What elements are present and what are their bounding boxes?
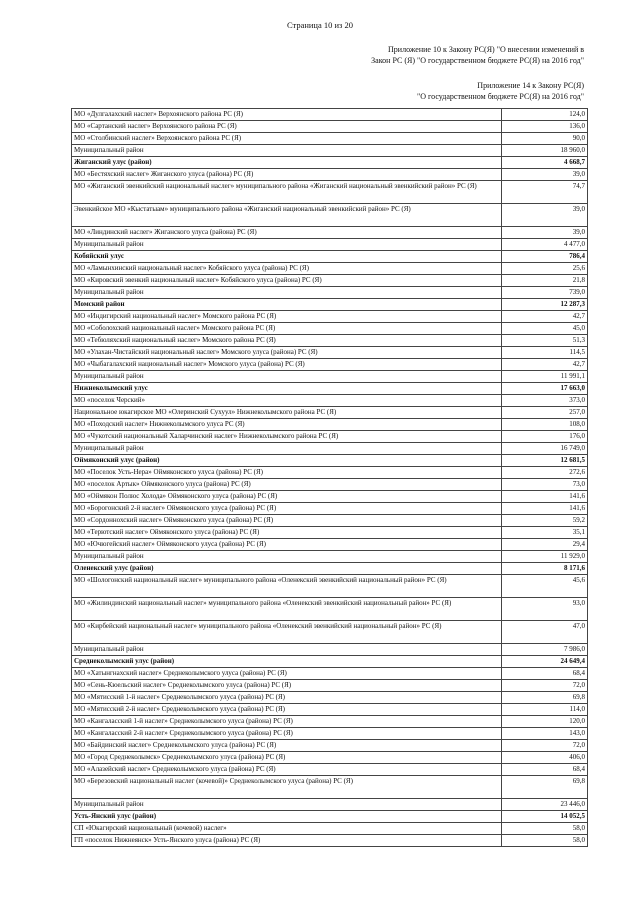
table-row [72, 383, 588, 395]
appendix-header-line: Приложение 10 к Закону РС(Я) "О внесении изменений в [388, 45, 584, 54]
amount-cell: 373,0 [502, 395, 588, 407]
amount-cell: 51,3 [502, 335, 588, 347]
table-row [72, 443, 588, 455]
municipality-name-cell: МО «Кангаласский 1-й наслег» Среднеколымского улуса (района) РС (Я) [72, 716, 502, 728]
municipality-name-cell: Нижнеколымский улус [72, 383, 502, 395]
table-row [72, 668, 588, 680]
municipality-name-cell: МО «Кировский эвенкий национальный наслег» Кобяйского улуса (района) РС (Я) [72, 275, 502, 287]
municipality-name-cell: Эвенкийское МО «Кыстатыам» муниципального района «Жиганский национальный эвенкийский район» РС (Я) [72, 204, 502, 227]
table-row [72, 335, 588, 347]
amount-cell: 42,7 [502, 359, 588, 371]
amount-cell: 12 681,5 [502, 455, 588, 467]
municipality-name-cell: Муниципальный район [72, 145, 502, 157]
municipality-name-cell: МО «Терютский наслег» Оймяконского улуса (района) РС (Я) [72, 527, 502, 539]
table-row [72, 275, 588, 287]
amount-cell: 90,0 [502, 133, 588, 145]
amount-cell: 59,2 [502, 515, 588, 527]
appendix-header-line: "О государственном бюджете РС(Я) на 2016 год" [417, 92, 584, 101]
table-row [72, 407, 588, 419]
table-row [72, 109, 588, 121]
table-row [72, 491, 588, 503]
table-row [72, 467, 588, 479]
municipality-name-cell: МО «Оймякон Полюс Холода» Оймяконского улуса (района) РС (Я) [72, 491, 502, 503]
municipality-name-cell: МО «Индигирский национальный наслег» Момского района РС (Я) [72, 311, 502, 323]
amount-cell: 272,6 [502, 467, 588, 479]
table-row [72, 752, 588, 764]
table-row [72, 239, 588, 251]
appendix-header-line: Закон РС (Я) "О государственном бюджете РС(Я) на 2016 год" [371, 56, 584, 65]
municipality-name-cell: МО «Березовский национальный наслег (кочевой)» Среднеколымского улуса (района) РС (Я) [72, 776, 502, 799]
amount-cell: 68,4 [502, 764, 588, 776]
municipality-name-cell: МО «Улахан-Чистайский национальный наслег» Момского улуса (района) РС (Я) [72, 347, 502, 359]
table-row [72, 716, 588, 728]
table-row [72, 347, 588, 359]
municipality-name-cell: МО «Ламынхинский национальный наслег» Кобяйского улуса (района) РС (Я) [72, 263, 502, 275]
table-row [72, 728, 588, 740]
amount-cell: 25,6 [502, 263, 588, 275]
amount-cell: 42,7 [502, 311, 588, 323]
table-row [72, 227, 588, 239]
table-row [72, 299, 588, 311]
amount-cell: 141,6 [502, 503, 588, 515]
budget-table-body [72, 109, 588, 847]
municipality-name-cell: Муниципальный район [72, 443, 502, 455]
amount-cell: 257,0 [502, 407, 588, 419]
municipality-name-cell: Кобяйский улус [72, 251, 502, 263]
table-row [72, 287, 588, 299]
table-row [72, 157, 588, 169]
municipality-name-cell: Муниципальный район [72, 239, 502, 251]
municipality-name-cell: Муниципальный район [72, 371, 502, 383]
municipality-name-cell: Муниципальный район [72, 799, 502, 811]
amount-cell: 35,1 [502, 527, 588, 539]
municipality-name-cell: МО «Город Среднеколымск» Среднеколымского улуса (района) РС (Я) [72, 752, 502, 764]
amount-cell: 4 477,0 [502, 239, 588, 251]
amount-cell: 11 991,1 [502, 371, 588, 383]
amount-cell: 124,0 [502, 109, 588, 121]
table-row [72, 503, 588, 515]
amount-cell: 739,0 [502, 287, 588, 299]
municipality-name-cell: МО «Бестяхский наслег» Жиганского улуса (района) РС (Я) [72, 169, 502, 181]
table-row [72, 823, 588, 835]
municipality-name-cell: МО «Столбинский наслег» Верхоянского района РС (Я) [72, 133, 502, 145]
municipality-name-cell: МО «Мятисский 1-й наслег» Среднеколымского улуса (района) РС (Я) [72, 692, 502, 704]
table-row [72, 359, 588, 371]
table-row [72, 764, 588, 776]
table-row [72, 621, 588, 644]
municipality-name-cell: МО «Кирбейский национальный наслег» муниципального района «Оленекский эвенкийский национальный район» РС (Я) [72, 621, 502, 644]
table-row [72, 251, 588, 263]
amount-cell: 24 649,4 [502, 656, 588, 668]
municipality-name-cell: МО «Тебюляхский национальный наслег» Момского района РС (Я) [72, 335, 502, 347]
municipality-name-cell: МО «поселок Артык» Оймяконского улуса (района) РС (Я) [72, 479, 502, 491]
table-row [72, 323, 588, 335]
table-row [72, 169, 588, 181]
amount-cell: 39,0 [502, 227, 588, 239]
appendix-subheader [417, 80, 584, 102]
amount-cell: 69,8 [502, 776, 588, 799]
municipality-name-cell: МО «Борогонский 2-й наслег» Оймяконского улуса (района) РС (Я) [72, 503, 502, 515]
amount-cell: 45,0 [502, 323, 588, 335]
amount-cell: 73,0 [502, 479, 588, 491]
amount-cell: 114,0 [502, 704, 588, 716]
table-row [72, 644, 588, 656]
municipality-name-cell: МО «Алазейский наслег» Среднеколымского улуса (района) РС (Я) [72, 764, 502, 776]
municipality-name-cell: МО «Кангаласский 2-й наслег» Среднеколымского улуса (района) РС (Я) [72, 728, 502, 740]
municipality-name-cell: Муниципальный район [72, 287, 502, 299]
municipality-name-cell: Муниципальный район [72, 644, 502, 656]
table-row [72, 539, 588, 551]
page-number: Страница 10 из 20 [286, 20, 354, 30]
table-row [72, 431, 588, 443]
table-row [72, 145, 588, 157]
amount-cell: 114,5 [502, 347, 588, 359]
appendix-header-line: Приложение 14 к Закону РС(Я) [477, 81, 584, 90]
table-row [72, 551, 588, 563]
municipality-name-cell: МО «Жилиндинский национальный наслег» муниципального района «Оленекский эвенкийский национальный район» РС (Я) [72, 598, 502, 621]
municipality-name-cell: СП «Юкагирский национальный (кочевой) наслег» [72, 823, 502, 835]
amount-cell: 11 929,0 [502, 551, 588, 563]
amount-cell: 58,0 [502, 835, 588, 847]
municipality-name-cell: ГП «поселок Нижнеянск» Усть-Янского улуса (района) РС (Я) [72, 835, 502, 847]
table-row [72, 515, 588, 527]
amount-cell: 21,8 [502, 275, 588, 287]
amount-cell: 406,0 [502, 752, 588, 764]
amount-cell: 17 663,0 [502, 383, 588, 395]
amount-cell: 72,0 [502, 740, 588, 752]
amount-cell: 16 749,0 [502, 443, 588, 455]
table-row [72, 656, 588, 668]
municipality-name-cell: МО «Шологонский национальный наслег» муниципального района «Оленекский эвенкийский национальный район» РС (Я) [72, 575, 502, 598]
table-row [72, 692, 588, 704]
table-row [72, 776, 588, 799]
municipality-name-cell: МО «Сартанский наслег» Верхоянского района РС (Я) [72, 121, 502, 133]
table-row [72, 371, 588, 383]
municipality-name-cell: МО «Сень-Кюельский наслег» Среднеколымского улуса (района) РС (Я) [72, 680, 502, 692]
amount-cell: 176,0 [502, 431, 588, 443]
amount-cell: 93,0 [502, 598, 588, 621]
municipality-name-cell: МО «Поселок Усть-Нера» Оймяконского улуса (района) РС (Я) [72, 467, 502, 479]
table-row [72, 563, 588, 575]
amount-cell: 72,0 [502, 680, 588, 692]
municipality-name-cell: МО «Чыбагалахский национальный наслег» Момского улуса (района) РС (Я) [72, 359, 502, 371]
amount-cell: 18 960,0 [502, 145, 588, 157]
amount-cell: 120,0 [502, 716, 588, 728]
amount-cell: 39,0 [502, 204, 588, 227]
municipality-name-cell: МО «Дулгалахский наслег» Верхоянского района РС (Я) [72, 109, 502, 121]
municipality-name-cell: Момский район [72, 299, 502, 311]
amount-cell: 4 668,7 [502, 157, 588, 169]
municipality-name-cell: МО «Соболохский национальный наслег» Момского района РС (Я) [72, 323, 502, 335]
table-row [72, 395, 588, 407]
municipality-name-cell: Оймяконский улус (район) [72, 455, 502, 467]
table-row [72, 311, 588, 323]
table-row [72, 133, 588, 145]
municipality-name-cell: Усть-Янский улус (район) [72, 811, 502, 823]
table-row [72, 598, 588, 621]
municipality-name-cell: Национальное юкагирское МО «Олеринский Сухуул» Нижнеколымского района РС (Я) [72, 407, 502, 419]
amount-cell: 29,4 [502, 539, 588, 551]
municipality-name-cell: МО «Сордоннохский наслег» Оймяконского улуса (района) РС (Я) [72, 515, 502, 527]
amount-cell: 786,4 [502, 251, 588, 263]
municipality-name-cell: Жиганский улус (район) [72, 157, 502, 169]
table-row [72, 455, 588, 467]
amount-cell: 47,0 [502, 621, 588, 644]
table-row [72, 121, 588, 133]
municipality-name-cell: МО «Чукотский национальный Халарчинский наслег» Нижнеколымского района РС (Я) [72, 431, 502, 443]
municipality-name-cell: МО «Жиганский эвенкийский национальный наслег» муниципального района «Жиганский национальный эвенкийский район» РС (Я) [72, 181, 502, 204]
amount-cell: 39,0 [502, 169, 588, 181]
municipality-name-cell: МО «Ючюгейский наслег» Оймяконского улуса (района) РС (Я) [72, 539, 502, 551]
municipality-name-cell: МО «Байдинский наслег» Среднеколымского улуса (района) РС (Я) [72, 740, 502, 752]
table-row [72, 263, 588, 275]
amount-cell: 14 052,5 [502, 811, 588, 823]
amount-cell: 8 171,6 [502, 563, 588, 575]
table-row [72, 575, 588, 598]
municipality-name-cell: МО «поселок Черский» [72, 395, 502, 407]
amount-cell: 74,7 [502, 181, 588, 204]
amount-cell: 143,0 [502, 728, 588, 740]
table-row [72, 181, 588, 204]
municipality-name-cell: Муниципальный район [72, 551, 502, 563]
municipality-name-cell: Оленекский улус (район) [72, 563, 502, 575]
table-row [72, 704, 588, 716]
table-row [72, 799, 588, 811]
amount-cell: 136,0 [502, 121, 588, 133]
amount-cell: 7 986,0 [502, 644, 588, 656]
table-row [72, 740, 588, 752]
appendix-header [371, 44, 584, 66]
amount-cell: 58,0 [502, 823, 588, 835]
amount-cell: 68,4 [502, 668, 588, 680]
table-row [72, 835, 588, 847]
amount-cell: 12 287,3 [502, 299, 588, 311]
table-row [72, 479, 588, 491]
municipality-name-cell: Среднеколымский улус (район) [72, 656, 502, 668]
municipality-name-cell: МО «Хатынгнахский наслег» Среднеколымского улуса (района) РС (Я) [72, 668, 502, 680]
municipality-name-cell: МО «Походский наслег» Нижнеколымского улуса РС (Я) [72, 419, 502, 431]
amount-cell: 45,6 [502, 575, 588, 598]
municipality-name-cell: МО «Линдинский наслег» Жиганского улуса (района) РС (Я) [72, 227, 502, 239]
amount-cell: 108,0 [502, 419, 588, 431]
table-row [72, 527, 588, 539]
amount-cell: 69,8 [502, 692, 588, 704]
amount-cell: 141,6 [502, 491, 588, 503]
table-row [72, 204, 588, 227]
budget-table [71, 108, 588, 847]
amount-cell: 23 446,0 [502, 799, 588, 811]
table-row [72, 680, 588, 692]
table-row [72, 811, 588, 823]
municipality-name-cell: МО «Мятисский 2-й наслег» Среднеколымского улуса (района) РС (Я) [72, 704, 502, 716]
table-row [72, 419, 588, 431]
